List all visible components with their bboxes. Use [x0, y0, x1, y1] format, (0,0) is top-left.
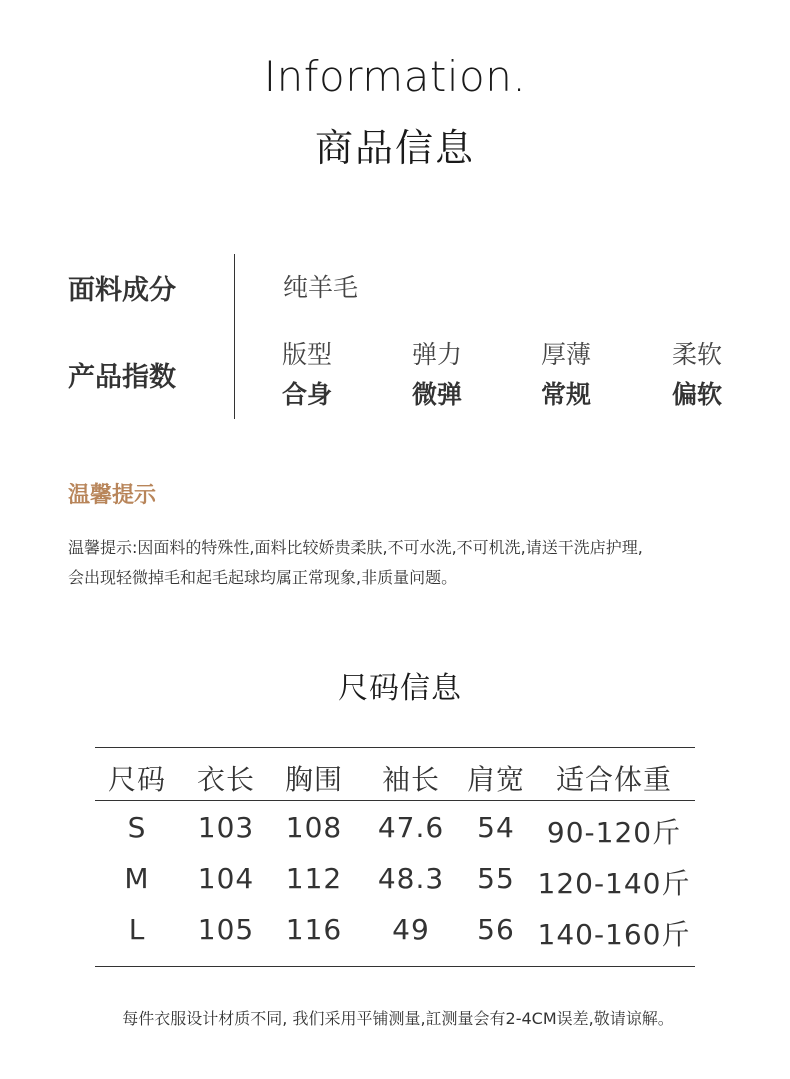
table-header-cell: 胸围 — [284, 763, 344, 796]
table-cell: 116 — [285, 913, 343, 946]
tips-heading: 温馨提示 — [68, 483, 157, 508]
index-item-name: 版型 — [282, 340, 333, 369]
index-item-thickness — [541, 340, 651, 410]
table-cell: 49 — [392, 913, 430, 946]
table-cell: M — [124, 862, 150, 895]
index-item-elasticity — [412, 340, 522, 410]
table-cell: L — [128, 913, 146, 946]
table-header-cell: 衣长 — [196, 763, 256, 796]
index-item-name: 弹力 — [412, 340, 463, 369]
table-header-cell: 袖长 — [381, 763, 441, 796]
table-rule-top — [95, 747, 695, 748]
table-header-cell: 肩宽 — [466, 763, 526, 796]
index-item-value: 偏软 — [672, 380, 723, 409]
table-header-cell: 尺码 — [107, 763, 167, 796]
table-cell: 90-120斤 — [546, 816, 682, 849]
table-cell: 54 — [477, 811, 515, 844]
index-item-fit — [282, 340, 392, 410]
divider-vertical — [234, 254, 235, 419]
table-cell: 108 — [285, 811, 343, 844]
tips-line: 温馨提示:因面料的特殊性,面料比较娇贵柔肤,不可水洗,不可机洗,请送干洗店护理, — [68, 538, 643, 557]
fabric-label: 面料成分 — [68, 275, 176, 306]
page-title-en: Information. — [263, 52, 527, 101]
table-cell: 112 — [285, 862, 343, 895]
table-cell: 120-140斤 — [537, 867, 691, 900]
measurement-note: 每件衣服设计材质不同, 我们采用平铺测量,訌测量会有2-4CM误差,敬请谅解。 — [122, 1009, 674, 1028]
table-cell: 48.3 — [377, 862, 445, 895]
table-cell: 47.6 — [377, 811, 445, 844]
index-item-name: 厚薄 — [541, 340, 592, 369]
table-cell: 104 — [197, 862, 255, 895]
index-item-softness — [672, 340, 782, 410]
table-cell: 55 — [477, 862, 515, 895]
table-cell: 103 — [197, 811, 255, 844]
table-cell: 140-160斤 — [537, 918, 691, 951]
page-title-cn: 商品信息 — [314, 126, 475, 170]
tips-body — [68, 533, 748, 593]
size-table-title: 尺码信息 — [338, 671, 462, 706]
tips-line: 会出现轻微掉毛和起毛起球均属正常现象,非质量问题。 — [68, 568, 458, 587]
index-item-name: 柔软 — [672, 340, 723, 369]
table-rule-bottom — [95, 966, 695, 967]
index-label: 产品指数 — [68, 362, 176, 393]
table-header-cell: 适合体重 — [555, 763, 673, 796]
index-item-value: 微弹 — [412, 380, 463, 409]
table-cell: S — [127, 811, 147, 844]
index-item-value: 常规 — [541, 380, 592, 409]
index-item-value: 合身 — [282, 380, 333, 409]
table-rule-header — [95, 800, 695, 801]
fabric-value: 纯羊毛 — [283, 273, 359, 302]
table-cell: 105 — [197, 913, 255, 946]
table-cell: 56 — [477, 913, 515, 946]
